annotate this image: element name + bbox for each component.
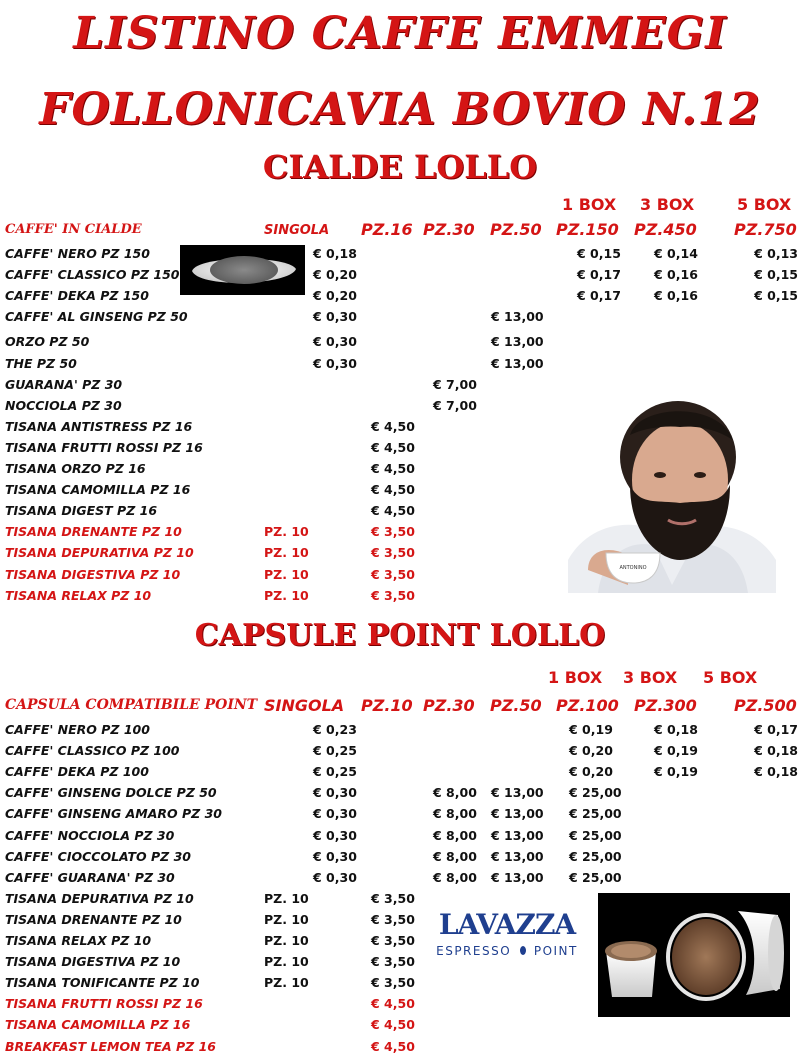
price-singola: € 0,30 [313, 785, 357, 801]
price-singola: € 0,30 [313, 869, 357, 885]
price-b5: € 0,15 [754, 267, 798, 283]
coffee-pod-icon [180, 245, 305, 295]
price-singola: € 0,25 [313, 743, 357, 759]
row-label: TISANA FRUTTI ROSSI PZ 16 [5, 996, 203, 1012]
price-p16: € 4,50 [371, 418, 415, 434]
price-singola: € 0,20 [313, 267, 357, 283]
title-line-2: FOLLONICAVIA BOVIO N.12 [39, 84, 761, 135]
capsule-col-pz50: PZ.50 [490, 696, 542, 715]
price-b1: € 0,17 [577, 288, 621, 304]
row-label: CAFFE' NERO PZ 100 [5, 722, 150, 737]
row-label: CAFFE' NOCCIOLA PZ 30 [5, 827, 175, 843]
price-pz: PZ. 10 [264, 954, 309, 970]
row-label: CAFFE' AL GINSENG PZ 50 [5, 309, 188, 325]
cialde-box-header-3: 3 BOX [640, 195, 695, 214]
row-label: CAFFE' CIOCCOLATO PZ 30 [5, 848, 191, 864]
price-p50: € 13,00 [491, 806, 544, 822]
price-singola: € 0,25 [313, 764, 357, 780]
price-b1: € 25,00 [569, 827, 622, 843]
price-p50: € 13,00 [491, 309, 544, 325]
row-label: TISANA ORZO PZ 16 [5, 461, 146, 476]
row-label: CAFFE' CLASSICO PZ 150 [5, 267, 180, 283]
price-singola: € 0,30 [313, 848, 357, 864]
cup-label: ANTONINO [619, 565, 647, 571]
price-p10: € 4,50 [371, 1017, 415, 1033]
price-b5: € 0,18 [754, 743, 798, 759]
chef-portrait [568, 385, 776, 593]
capsule-col-pz100: PZ.100 [556, 696, 619, 715]
price-p16: € 3,50 [371, 587, 415, 603]
lavazza-drop-icon [520, 946, 526, 955]
chef-portrait-icon [568, 385, 776, 593]
lavazza-sub-espresso: ESPRESSO [436, 944, 512, 958]
price-p30: € 8,00 [433, 869, 477, 885]
capsule-box-header-3: 3 BOX [623, 668, 678, 687]
row-label: TISANA DEPURATIVA PZ 10 [5, 890, 194, 906]
price-p50: € 13,00 [491, 869, 544, 885]
price-p16: € 3,50 [371, 524, 415, 540]
row-label: TISANA DIGEST PZ 16 [5, 503, 158, 519]
price-p10: € 4,50 [371, 996, 415, 1012]
lavazza-logo [433, 908, 581, 962]
lavazza-subtitle [433, 944, 581, 958]
cialde-box-header-1: 1 BOX [562, 195, 617, 214]
row-label: TISANA DIGESTIVA PZ 10 [5, 954, 181, 970]
lavazza-brand-text: LAVAZZA [438, 908, 576, 941]
row-label: CAFFE' GINSENG AMARO PZ 30 [5, 806, 222, 822]
price-singola: € 0,20 [313, 288, 357, 304]
price-p50: € 13,00 [491, 848, 544, 864]
price-singola: € 0,30 [313, 827, 357, 843]
price-pz: PZ. 10 [264, 911, 309, 927]
cialde-box-header-5: 5 BOX [737, 195, 792, 214]
row-label: CAFFE' DEKA PZ 100 [5, 764, 149, 780]
price-p16: € 3,50 [371, 566, 415, 582]
price-pz: PZ. 10 [264, 545, 309, 561]
price-p10: € 3,50 [371, 975, 415, 991]
cialde-col-pz750: PZ.750 [734, 220, 797, 239]
price-p50: € 13,00 [491, 827, 544, 843]
price-b5: € 0,15 [754, 288, 798, 304]
cialde-col-pz150: PZ.150 [556, 220, 619, 239]
row-label: CAFFE' CLASSICO PZ 100 [5, 743, 180, 759]
price-b5: € 0,18 [754, 764, 798, 780]
price-b1: € 0,20 [569, 743, 613, 759]
price-p10: € 3,50 [371, 954, 415, 970]
price-pz: PZ. 10 [264, 890, 309, 906]
row-label: CAFFE' DEKA PZ 150 [5, 288, 149, 304]
price-b3: € 0,14 [654, 246, 698, 261]
price-p50: € 13,00 [491, 334, 544, 350]
price-pz: PZ. 10 [264, 587, 309, 603]
price-singola: € 0,30 [313, 334, 357, 350]
price-p30: € 8,00 [433, 827, 477, 843]
price-b3: € 0,19 [654, 743, 698, 759]
price-b3: € 0,19 [654, 764, 698, 780]
price-b1: € 0,20 [569, 764, 613, 780]
price-b1: € 25,00 [569, 869, 622, 885]
price-b1: € 0,19 [569, 722, 613, 737]
cialde-col-pz450: PZ.450 [634, 220, 697, 239]
price-b3: € 0,16 [654, 267, 698, 283]
price-singola: € 0,18 [313, 246, 357, 261]
price-b1: € 0,15 [577, 246, 621, 261]
capsule-col-pz300: PZ.300 [634, 696, 697, 715]
price-b3: € 0,18 [654, 722, 698, 737]
row-label: CAFFE' GUARANA' PZ 30 [5, 869, 175, 885]
price-b3: € 0,16 [654, 288, 698, 304]
price-b5: € 0,13 [754, 246, 798, 261]
row-label: TISANA RELAX PZ 10 [5, 933, 152, 948]
capsule-col-pz10: PZ.10 [361, 696, 413, 715]
row-label: BREAKFAST LEMON TEA PZ 16 [5, 1038, 216, 1054]
cialde-col-pz50: PZ.50 [490, 220, 542, 239]
row-label: TISANA TONIFICANTE PZ 10 [5, 975, 200, 991]
price-p16: € 4,50 [371, 461, 415, 476]
price-p16: € 4,50 [371, 482, 415, 498]
price-p10: € 4,50 [371, 1038, 415, 1054]
price-singola: € 0,30 [313, 309, 357, 325]
row-label: CAFFE' GINSENG DOLCE PZ 50 [5, 785, 217, 801]
cialde-col-pz16: PZ.16 [361, 220, 413, 239]
row-label: TISANA FRUTTI ROSSI PZ 16 [5, 439, 203, 455]
coffee-pod-image [180, 245, 305, 295]
capsule-col-pz500: PZ.500 [734, 696, 797, 715]
price-pz: PZ. 10 [264, 975, 309, 991]
row-label: CAFFE' NERO PZ 150 [5, 246, 150, 261]
row-label: THE PZ 50 [5, 355, 77, 371]
price-p30: € 8,00 [433, 848, 477, 864]
price-p30: € 7,00 [433, 376, 477, 392]
capsule-col-pz30: PZ.30 [423, 696, 475, 715]
capsule-col-singola: SINGOLA [264, 696, 345, 715]
row-label: TISANA CAMOMILLA PZ 16 [5, 482, 191, 498]
row-label: TISANA DRENANTE PZ 10 [5, 911, 182, 927]
price-p30: € 8,00 [433, 806, 477, 822]
row-label: TISANA DEPURATIVA PZ 10 [5, 545, 194, 561]
capsules-image [598, 893, 790, 1017]
price-b1: € 25,00 [569, 848, 622, 864]
row-label: TISANA CAMOMILLA PZ 16 [5, 1017, 191, 1033]
price-b5: € 0,17 [754, 722, 798, 737]
price-singola: € 0,23 [313, 722, 357, 737]
price-b1: € 0,17 [577, 267, 621, 283]
price-p50: € 13,00 [491, 785, 544, 801]
price-p10: € 3,50 [371, 890, 415, 906]
cialde-section-title: CIALDE LOLLO [262, 148, 538, 186]
capsule-section-title: CAPSULE POINT LOLLO [194, 618, 606, 653]
cialde-col-singola: SINGOLA [264, 223, 330, 238]
price-p10: € 3,50 [371, 911, 415, 927]
lavazza-sub-point: POINT [533, 944, 578, 958]
price-p16: € 3,50 [371, 545, 415, 561]
price-pz: PZ. 10 [264, 524, 309, 540]
row-label: NOCCIOLA PZ 30 [5, 397, 122, 413]
price-p30: € 8,00 [433, 785, 477, 801]
title-line-1: LISTINO CAFFE EMMEGI [73, 8, 727, 59]
row-label: TISANA RELAX PZ 10 [5, 587, 152, 603]
price-pz: PZ. 10 [264, 566, 309, 582]
capsule-box-header-1: 1 BOX [548, 668, 603, 687]
price-p30: € 7,00 [433, 397, 477, 413]
capsule-caption: CAPSULA COMPATIBILE POINT [5, 697, 258, 713]
cialde-caption: CAFFE' IN CIALDE [5, 222, 142, 237]
capsule-box-header-5: 5 BOX [703, 668, 758, 687]
row-label: TISANA DRENANTE PZ 10 [5, 524, 182, 540]
row-label: GUARANA' PZ 30 [5, 376, 123, 392]
price-singola: € 0,30 [313, 355, 357, 371]
price-p16: € 4,50 [371, 439, 415, 455]
price-p10: € 3,50 [371, 933, 415, 948]
price-pz: PZ. 10 [264, 933, 309, 948]
row-label: TISANA ANTISTRESS PZ 16 [5, 418, 193, 434]
capsules-icon [598, 893, 790, 1017]
price-p50: € 13,00 [491, 355, 544, 371]
price-b1: € 25,00 [569, 785, 622, 801]
row-label: ORZO PZ 50 [5, 334, 90, 350]
row-label: TISANA DIGESTIVA PZ 10 [5, 566, 181, 582]
price-p16: € 4,50 [371, 503, 415, 519]
cialde-col-pz30: PZ.30 [423, 220, 475, 239]
price-b1: € 25,00 [569, 806, 622, 822]
price-singola: € 0,30 [313, 806, 357, 822]
